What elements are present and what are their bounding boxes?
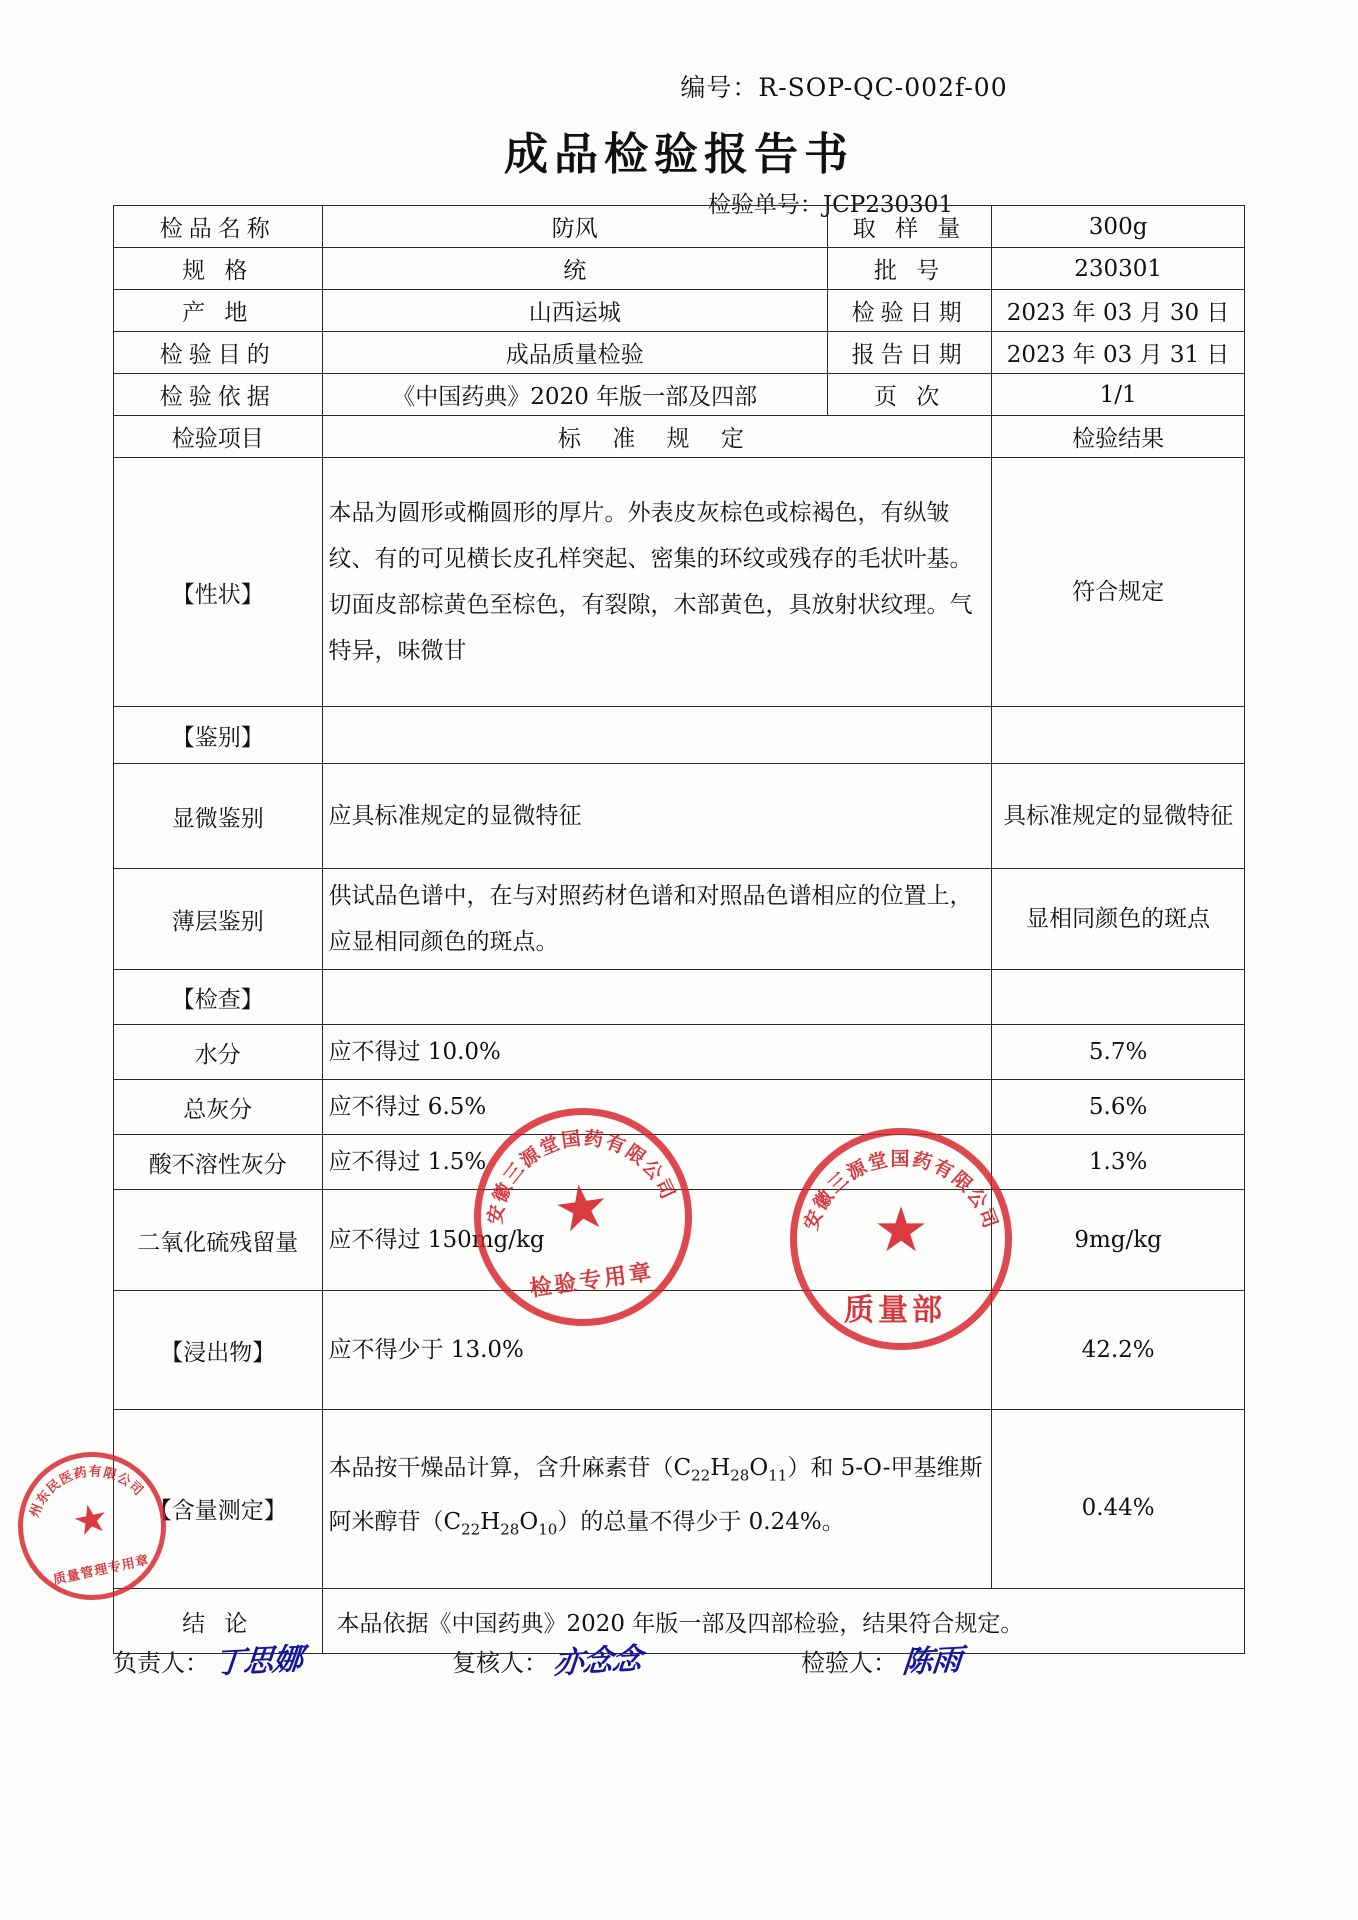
standard-extract: 应不得少于 13.0% [322,1291,992,1410]
result-moisture: 5.7% [992,1025,1245,1080]
field-value-batch-no: 230301 [992,248,1245,290]
signature-reviewer-value: 亦念念 [551,1641,643,1682]
assay-text-2: H [710,1455,731,1482]
table-row [114,290,1245,332]
signature-inspector [801,1636,961,1680]
signature-row [113,1636,1245,1680]
assay-sub-1: 22 [691,1467,711,1485]
field-label-inspect-date: 检验日期 [827,290,991,332]
assay-sub-4: 22 [461,1520,481,1539]
table-row [114,206,1245,248]
table-row [114,248,1245,290]
standard-properties: 本品为圆形或椭圆形的厚片。外表皮灰棕色或棕褐色，有纵皱纹、有的可见横长皮孔样突起、密集的环纹或残存的毛状叶基。切面皮部棕黄色至棕色，有裂隙，木部黄色，具放射状纹理。气特异，味微甘 [322,458,992,707]
field-label-basis: 检验依据 [114,374,323,416]
seal-bottom-text: 检验专用章 [528,1260,656,1303]
field-label-origin: 产 地 [114,290,323,332]
table-row-total-ash [114,1080,1245,1135]
signature-person [113,1636,302,1680]
standard-tlc: 供试品色谱中，在与对照药材色谱和对照品色谱相应的位置上，应显相同颜色的斑点。 [322,869,992,970]
item-moisture: 水分 [114,1025,323,1080]
field-value-specification: 统 [322,248,827,290]
result-total-ash: 5.6% [992,1080,1245,1135]
field-label-page: 页 次 [827,374,991,416]
department-stamp-text: 质量部 [844,1293,946,1328]
field-label-sample-name: 检品名称 [114,206,323,248]
assay-text-6: O [519,1509,539,1535]
standard-total-ash: 应不得过 6.5% [322,1080,992,1135]
field-value-basis: 《中国药典》2020 年版一部及四部 [322,374,827,416]
seal-arc-label: 州东民医药有限公司 [27,1464,147,1520]
standard-moisture: 应不得过 10.0% [322,1025,992,1080]
signature-reviewer-label: 复核人： [452,1649,548,1677]
page-title: 成品检验报告书 [504,129,854,180]
table-row-acid-insoluble-ash [114,1135,1245,1190]
result-assay: 0.44% [992,1410,1245,1589]
conclusion-label: 结 论 [114,1589,323,1654]
department-stamp [795,1270,995,1344]
field-value-sample-name: 防风 [322,206,827,248]
field-value-inspect-date: 2023 年 03 月 30 日 [992,290,1245,332]
field-value-purpose: 成品质量检验 [322,332,827,374]
table-row-extract [114,1291,1245,1410]
column-header-result: 检验结果 [992,416,1245,458]
assay-text-3: O [749,1455,769,1482]
item-properties: 【性状】 [114,458,323,707]
standard-acid-insoluble-ash: 应不得过 1.5% [322,1135,992,1190]
standard-so2-residue: 应不得过 150mg/kg [322,1190,992,1291]
seal-arc-label: 安徽三源堂国药有限公司 [799,1148,1003,1233]
result-properties: 符合规定 [992,458,1245,707]
field-value-sample-amount: 300g [992,206,1245,248]
result-inspection [992,970,1245,1025]
signature-inspector-label: 检验人： [801,1649,897,1677]
item-total-ash: 总灰分 [114,1080,323,1135]
standard-inspection [322,970,992,1025]
field-label-specification: 规 格 [114,248,323,290]
item-tlc: 薄层鉴别 [114,869,323,970]
table-row-moisture [114,1025,1245,1080]
result-acid-insoluble-ash: 1.3% [992,1135,1245,1190]
item-assay: 【含量测定】 [114,1410,323,1589]
assay-sub-2: 28 [730,1467,750,1485]
document-number: 编号：R-SOP-QC-002f-00 [680,73,1008,102]
seal-arc-label: 安徽三源堂国药有限公司 [484,1127,680,1226]
item-inspection: 【检查】 [114,970,323,1025]
assay-text-1: 本品按干燥品计算，含升麻素苷（C [328,1455,692,1482]
field-label-purpose: 检验目的 [114,332,323,374]
signature-person-value: 丁思娜 [212,1641,304,1682]
field-label-report-date: 报告日期 [827,332,991,374]
assay-text-5: H [480,1509,501,1535]
table-row-properties [114,458,1245,707]
seal-bottom-text: 质量管理专用章 [52,1553,152,1589]
table-row-inspection [114,970,1245,1025]
standard-identification [322,707,992,764]
field-value-page: 1/1 [992,374,1245,416]
result-microscopic: 具标准规定的显微特征 [992,764,1245,869]
assay-text-7: ）的总量不得少于 0.24%。 [557,1509,845,1535]
field-value-origin: 山西运城 [322,290,827,332]
star-icon: ★ [68,1493,114,1547]
report-number: 检验单号：JCP230301 [707,192,953,218]
table-row [114,332,1245,374]
result-identification [992,707,1245,764]
field-value-report-date: 2023 年 03 月 31 日 [992,332,1245,374]
standard-assay [322,1410,992,1589]
conclusion-text: 本品依据《中国药典》2020 年版一部及四部检验，结果符合规定。 [322,1589,1245,1654]
assay-sub-5: 28 [500,1520,520,1539]
table-row-so2-residue [114,1190,1245,1291]
item-microscopic: 显微鉴别 [114,764,323,869]
table-header-row [114,416,1245,458]
column-header-standard: 标 准 规 定 [322,416,992,458]
table-row-identification [114,707,1245,764]
table-row-microscopic [114,764,1245,869]
field-label-batch-no: 批 号 [827,248,991,290]
signature-reviewer [452,1636,641,1680]
item-so2-residue: 二氧化硫残留量 [114,1190,323,1291]
table-row-assay [114,1410,1245,1589]
result-extract: 42.2% [992,1291,1245,1410]
table-row [114,374,1245,416]
assay-text-4: ）和 5-O-甲基维斯阿米醇苷（C [328,1455,983,1535]
result-tlc: 显相同颜色的斑点 [992,869,1245,970]
item-extract: 【浸出物】 [114,1291,323,1410]
table-row-tlc [114,869,1245,970]
item-identification: 【鉴别】 [114,707,323,764]
signature-person-label: 负责人： [113,1649,209,1677]
signature-inspector-value: 陈雨 [900,1642,963,1681]
field-label-sample-amount: 取 样 量 [827,206,991,248]
column-header-item: 检验项目 [114,416,323,458]
item-acid-insoluble-ash: 酸不溶性灰分 [114,1135,323,1190]
result-so2-residue: 9mg/kg [992,1190,1245,1291]
inspection-report-table [113,205,1245,1654]
standard-microscopic: 应具标准规定的显微特征 [322,764,992,869]
assay-sub-6: 10 [538,1520,558,1539]
star-icon: ★ [549,1167,615,1248]
star-icon: ★ [873,1193,929,1267]
assay-sub-3: 11 [768,1467,788,1485]
